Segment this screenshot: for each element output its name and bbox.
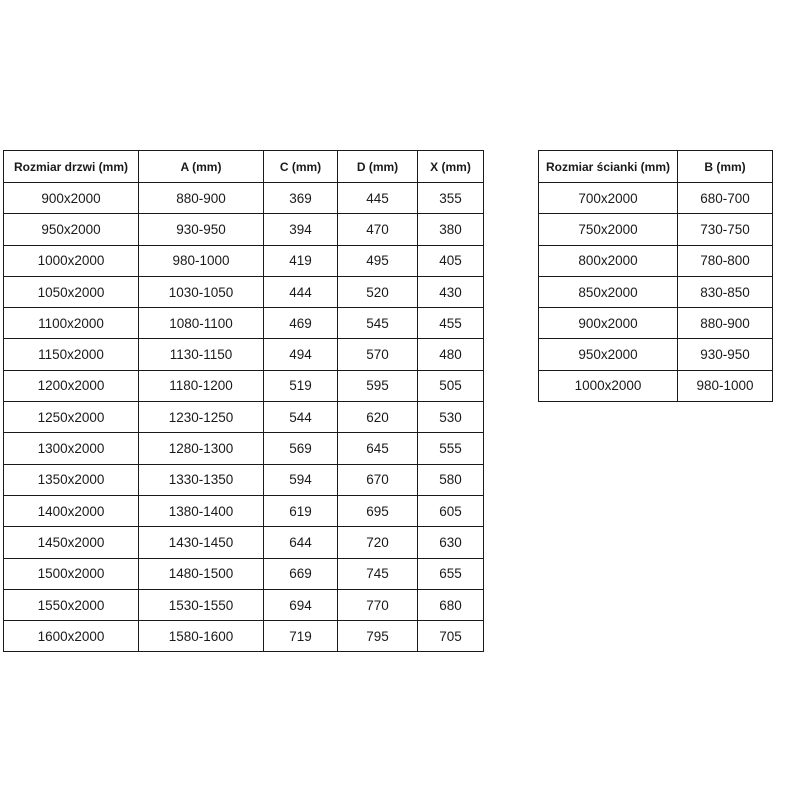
table-cell: 795 — [338, 621, 418, 652]
table-cell: 1030-1050 — [139, 276, 264, 307]
table-row — [4, 245, 484, 276]
table-cell: 930-950 — [678, 339, 773, 370]
table-cell: 630 — [418, 527, 484, 558]
table-cell: 680 — [418, 589, 484, 620]
table-row — [4, 339, 484, 370]
table-cell: 1550x2000 — [4, 589, 139, 620]
table-row — [4, 214, 484, 245]
table-cell: 594 — [264, 464, 338, 495]
table-cell: 705 — [418, 621, 484, 652]
table-cell: 950x2000 — [4, 214, 139, 245]
table-cell: 1100x2000 — [4, 308, 139, 339]
table-cell: 1330-1350 — [139, 464, 264, 495]
table-cell: 1430-1450 — [139, 527, 264, 558]
table-cell: 880-900 — [139, 183, 264, 214]
table-row — [4, 308, 484, 339]
table-cell: 1600x2000 — [4, 621, 139, 652]
table-cell: 580 — [418, 464, 484, 495]
table-cell: 880-900 — [678, 308, 773, 339]
table-cell: 1400x2000 — [4, 495, 139, 526]
table-cell: 1530-1550 — [139, 589, 264, 620]
table-row — [4, 370, 484, 401]
table-row — [539, 183, 773, 214]
table-row — [4, 183, 484, 214]
table-cell: 700x2000 — [539, 183, 678, 214]
table-cell: 980-1000 — [678, 370, 773, 401]
table-cell: 1080-1100 — [139, 308, 264, 339]
table-cell: 850x2000 — [539, 276, 678, 307]
table-cell: 1180-1200 — [139, 370, 264, 401]
column-header: C (mm) — [264, 151, 338, 183]
table-cell: 1280-1300 — [139, 433, 264, 464]
table-row — [4, 433, 484, 464]
table-cell: 1300x2000 — [4, 433, 139, 464]
table-cell: 545 — [338, 308, 418, 339]
table-cell: 1450x2000 — [4, 527, 139, 558]
table-cell: 655 — [418, 558, 484, 589]
table-cell: 800x2000 — [539, 245, 678, 276]
table-cell: 694 — [264, 589, 338, 620]
table-cell: 980-1000 — [139, 245, 264, 276]
door-size-table — [3, 150, 484, 652]
table-cell: 430 — [418, 276, 484, 307]
table-cell: 419 — [264, 245, 338, 276]
table-cell: 480 — [418, 339, 484, 370]
table-cell: 555 — [418, 433, 484, 464]
table-cell: 1380-1400 — [139, 495, 264, 526]
table-cell: 1230-1250 — [139, 402, 264, 433]
table-cell: 770 — [338, 589, 418, 620]
table-cell: 930-950 — [139, 214, 264, 245]
table-cell: 1150x2000 — [4, 339, 139, 370]
table-cell: 900x2000 — [4, 183, 139, 214]
table-cell: 1000x2000 — [4, 245, 139, 276]
table-cell: 570 — [338, 339, 418, 370]
table-cell: 720 — [338, 527, 418, 558]
table-cell: 1580-1600 — [139, 621, 264, 652]
table-cell: 505 — [418, 370, 484, 401]
table-cell: 695 — [338, 495, 418, 526]
table-row — [539, 339, 773, 370]
table-cell: 495 — [338, 245, 418, 276]
table-cell: 1350x2000 — [4, 464, 139, 495]
table-cell: 569 — [264, 433, 338, 464]
table-cell: 670 — [338, 464, 418, 495]
wall-size-table — [538, 150, 773, 402]
header-row — [539, 151, 773, 183]
table-cell: 1250x2000 — [4, 402, 139, 433]
table-cell: 369 — [264, 183, 338, 214]
table-row — [4, 495, 484, 526]
column-header: B (mm) — [678, 151, 773, 183]
table-cell: 669 — [264, 558, 338, 589]
table-cell: 780-800 — [678, 245, 773, 276]
table-cell: 644 — [264, 527, 338, 558]
column-header: Rozmiar drzwi (mm) — [4, 151, 139, 183]
table-cell: 605 — [418, 495, 484, 526]
table-cell: 900x2000 — [539, 308, 678, 339]
table-cell: 519 — [264, 370, 338, 401]
table-row — [4, 464, 484, 495]
table-cell: 595 — [338, 370, 418, 401]
table-cell: 544 — [264, 402, 338, 433]
table-cell: 530 — [418, 402, 484, 433]
header-row — [4, 151, 484, 183]
table-row — [539, 370, 773, 401]
table-cell: 470 — [338, 214, 418, 245]
table-row — [539, 214, 773, 245]
table-cell: 620 — [338, 402, 418, 433]
table-row — [539, 276, 773, 307]
table-row — [4, 558, 484, 589]
table-row — [4, 402, 484, 433]
table-cell: 1000x2000 — [539, 370, 678, 401]
table-row — [4, 276, 484, 307]
table-cell: 1480-1500 — [139, 558, 264, 589]
table-row — [539, 308, 773, 339]
table-cell: 455 — [418, 308, 484, 339]
table-cell: 1200x2000 — [4, 370, 139, 401]
table-cell: 355 — [418, 183, 484, 214]
table-cell: 745 — [338, 558, 418, 589]
table-cell: 494 — [264, 339, 338, 370]
table-cell: 950x2000 — [539, 339, 678, 370]
table-cell: 469 — [264, 308, 338, 339]
table-cell: 730-750 — [678, 214, 773, 245]
table-row — [4, 527, 484, 558]
table-cell: 750x2000 — [539, 214, 678, 245]
table-cell: 619 — [264, 495, 338, 526]
table-cell: 719 — [264, 621, 338, 652]
table-cell: 1500x2000 — [4, 558, 139, 589]
column-header: X (mm) — [418, 151, 484, 183]
table-cell: 380 — [418, 214, 484, 245]
table-cell: 680-700 — [678, 183, 773, 214]
table-row — [539, 245, 773, 276]
table-row — [4, 589, 484, 620]
table-cell: 520 — [338, 276, 418, 307]
column-header: D (mm) — [338, 151, 418, 183]
table-cell: 645 — [338, 433, 418, 464]
table-cell: 1050x2000 — [4, 276, 139, 307]
table-cell: 1130-1150 — [139, 339, 264, 370]
table-cell: 445 — [338, 183, 418, 214]
column-header: Rozmiar ścianki (mm) — [539, 151, 678, 183]
table-cell: 444 — [264, 276, 338, 307]
column-header: A (mm) — [139, 151, 264, 183]
table-row — [4, 621, 484, 652]
table-cell: 394 — [264, 214, 338, 245]
table-cell: 830-850 — [678, 276, 773, 307]
table-cell: 405 — [418, 245, 484, 276]
